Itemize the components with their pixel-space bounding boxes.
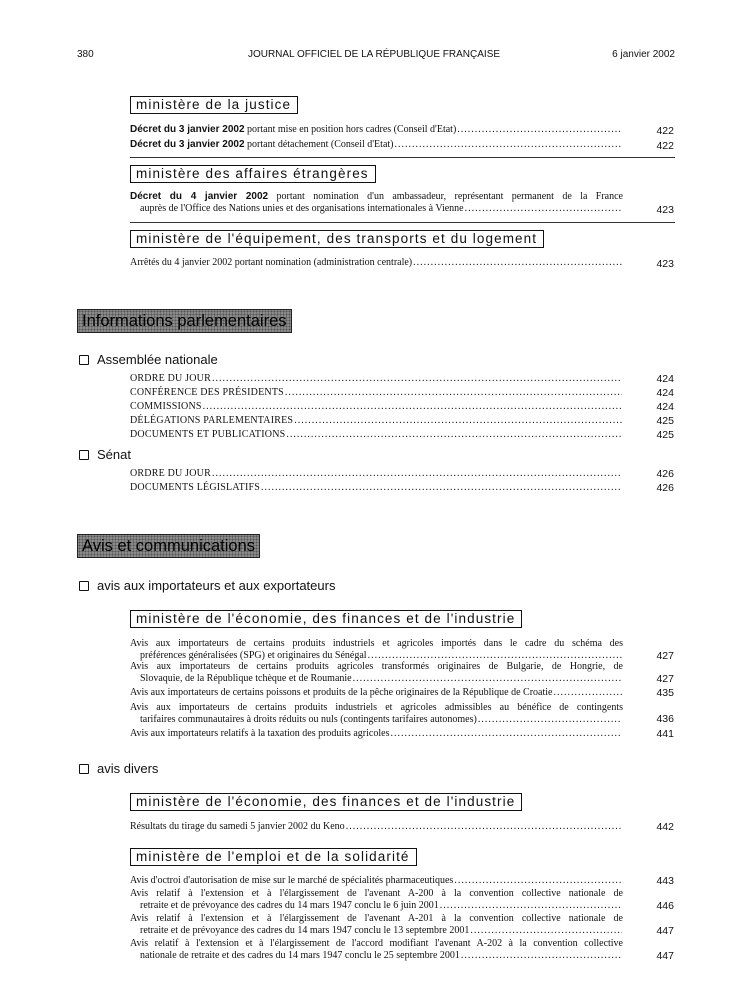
page-ref[interactable]: 425 xyxy=(656,429,674,441)
leader-dots xyxy=(465,203,622,215)
page-ref[interactable]: 443 xyxy=(656,875,674,887)
section-divider xyxy=(130,157,675,158)
page-ref[interactable]: 426 xyxy=(656,482,674,494)
entry-text: Arrêtés du 4 janvier 2002 portant nomination (administration centrale) xyxy=(130,257,413,268)
toc-entry[interactable]: Avis relatif à l'extension et à l'élargissement de l'accord modifiant l'avenant A-202 à la convention collective nationale de retraite et des cadres du 14 mars 1947 conclu le 25 septembre 2001 ..... xyxy=(130,938,623,962)
ministry-justice-heading: ministère de la justice xyxy=(130,96,298,114)
page-ref[interactable]: 435 xyxy=(656,687,674,699)
entry-title: Décret du 4 janvier 2002 xyxy=(130,191,269,202)
leader-dots xyxy=(454,875,622,887)
leader-dots xyxy=(212,468,622,480)
leader-dots xyxy=(390,728,622,740)
leader-dots xyxy=(294,415,622,427)
leader-dots xyxy=(285,387,622,399)
section-banner-avis: Avis et communications xyxy=(77,534,260,558)
toc-entry[interactable]: ORDRE DU JOUR ..... xyxy=(130,468,623,480)
page-ref[interactable]: 441 xyxy=(656,728,674,740)
ministry-affaires-heading: ministère des affaires étrangères xyxy=(130,165,376,183)
leader-dots xyxy=(440,900,622,912)
toc-entry[interactable]: Résultats du tirage du samedi 5 janvier 2002 du Keno ..... xyxy=(130,821,623,833)
toc-entry[interactable]: Avis relatif à l'extension et à l'élargissement de l'avenant A-200 à la convention collective nationale de retraite et de prévoyance des cadres du 14 mars 1947 conclu le 6 juin 2001 ..... xyxy=(130,888,623,912)
senat-heading: Sénat xyxy=(79,447,131,462)
leader-dots xyxy=(212,373,622,385)
divers-heading: avis divers xyxy=(79,761,158,776)
page-ref[interactable]: 423 xyxy=(656,258,674,270)
toc-entry[interactable]: Avis aux importateurs de certains produits industriels et agricoles admissibles au bénéfice de contingents tarifaires communautaires à droits réduits ou nuls (contingents tarifaires autonomes) ..... xyxy=(130,702,623,726)
toc-entry[interactable]: Avis relatif à l'extension et à l'élargissement de l'avenant A-201 à la convention collective nationale de retraite et de prévoyance des cadres du 14 mars 1947 conclu le 13 septembre 2001 ..... xyxy=(130,913,623,937)
leader-dots xyxy=(457,124,622,136)
page-ref[interactable]: 425 xyxy=(656,415,674,427)
toc-entry[interactable]: CONFÉRENCE DES PRÉSIDENTS ..... xyxy=(130,387,623,399)
checkbox-square-icon xyxy=(79,581,89,591)
leader-dots xyxy=(261,482,622,494)
entry-text: portant détachement (Conseil d'Etat) xyxy=(244,139,394,150)
page-ref[interactable]: 446 xyxy=(656,900,674,912)
issue-date: 6 janvier 2002 xyxy=(612,49,675,60)
leader-dots xyxy=(353,673,622,685)
toc-entry[interactable]: DOCUMENTS LÉGISLATIFS ..... xyxy=(130,482,623,494)
page-ref[interactable]: 424 xyxy=(656,373,674,385)
toc-entry[interactable]: Avis aux importateurs relatifs à la taxation des produits agricoles ..... xyxy=(130,728,623,740)
page-ref[interactable]: 436 xyxy=(656,713,674,725)
page-ref[interactable]: 423 xyxy=(656,204,674,216)
leader-dots xyxy=(286,429,622,441)
entry-text: portant mise en position hors cadres (Conseil d'Etat) xyxy=(244,124,457,135)
page-ref[interactable]: 424 xyxy=(656,387,674,399)
entry-text: auprès de l'Office des Nations unies et des organisations internationales à Vienne xyxy=(140,203,464,214)
entry-text: portant nomination d'un ambassadeur, représentant permanent de la France xyxy=(268,191,623,202)
checkbox-square-icon xyxy=(79,764,89,774)
toc-entry[interactable]: DOCUMENTS ET PUBLICATIONS ..... xyxy=(130,429,623,441)
entry-title: Décret du 3 janvier 2002 xyxy=(130,124,245,135)
leader-dots xyxy=(461,950,622,962)
toc-entry[interactable]: Avis aux importateurs de certains produits agricoles transformés originaires de Bulgarie, de Hongrie, de Slovaquie, de la République tchèque et de Roumanie ..... xyxy=(130,661,623,685)
page-ref[interactable]: 422 xyxy=(656,125,674,137)
ministry-economie-heading: ministère de l'économie, des finances et de l'industrie xyxy=(130,610,522,628)
leader-dots xyxy=(553,687,622,699)
leader-dots xyxy=(470,925,622,937)
page-ref[interactable]: 424 xyxy=(656,401,674,413)
entry-title: Décret du 3 janvier 2002 xyxy=(130,139,245,150)
leader-dots xyxy=(346,821,622,833)
ministry-emploi-heading: ministère de l'emploi et de la solidarité xyxy=(130,848,417,866)
page-ref[interactable]: 447 xyxy=(656,925,674,937)
journal-title: JOURNAL OFFICIEL DE LA RÉPUBLIQUE FRANÇAISE xyxy=(247,49,501,60)
toc-entry[interactable] xyxy=(130,191,623,215)
section-divider xyxy=(130,222,675,223)
toc-entry[interactable] xyxy=(130,257,623,269)
toc-entry[interactable]: Avis aux importateurs de certains poissons et produits de la pêche originaires de la République de Croatie ..... xyxy=(130,687,623,699)
checkbox-square-icon xyxy=(79,355,89,365)
leader-dots xyxy=(478,714,622,726)
section-banner-informations: Informations parlementaires xyxy=(77,309,292,333)
toc-entry[interactable]: Avis d'octroi d'autorisation de mise sur le marché de spécialités pharmaceutiques ..... xyxy=(130,875,623,887)
page-ref[interactable]: 426 xyxy=(656,468,674,480)
page-ref[interactable]: 427 xyxy=(656,673,674,685)
assemblee-heading: Assemblée nationale xyxy=(79,352,218,367)
page-ref[interactable]: 427 xyxy=(656,650,674,662)
toc-entry[interactable]: Avis aux importateurs de certains produits industriels et agricoles importés dans le cadre du schéma des préférences généralisées (SPG) et originaires du Sénégal ..... xyxy=(130,638,623,662)
page-ref[interactable]: 422 xyxy=(656,140,674,152)
page-number: 380 xyxy=(77,49,94,60)
toc-entry[interactable] xyxy=(130,139,623,151)
checkbox-square-icon xyxy=(79,450,89,460)
toc-entry[interactable] xyxy=(130,124,623,136)
leader-dots xyxy=(413,257,622,269)
ministry-equipement-heading: ministère de l'équipement, des transports et du logement xyxy=(130,230,544,248)
page-ref[interactable]: 447 xyxy=(656,950,674,962)
page-ref[interactable]: 442 xyxy=(656,821,674,833)
toc-entry[interactable]: DÉLÉGATIONS PARLEMENTAIRES ..... xyxy=(130,415,623,427)
toc-entry[interactable]: COMMISSIONS ..... xyxy=(130,401,623,413)
importateurs-heading: avis aux importateurs et aux exportateurs xyxy=(79,578,335,593)
toc-entry[interactable]: ORDRE DU JOUR ..... xyxy=(130,373,623,385)
leader-dots xyxy=(395,139,623,151)
ministry-economie-heading-2: ministère de l'économie, des finances et de l'industrie xyxy=(130,793,522,811)
leader-dots xyxy=(203,401,622,413)
